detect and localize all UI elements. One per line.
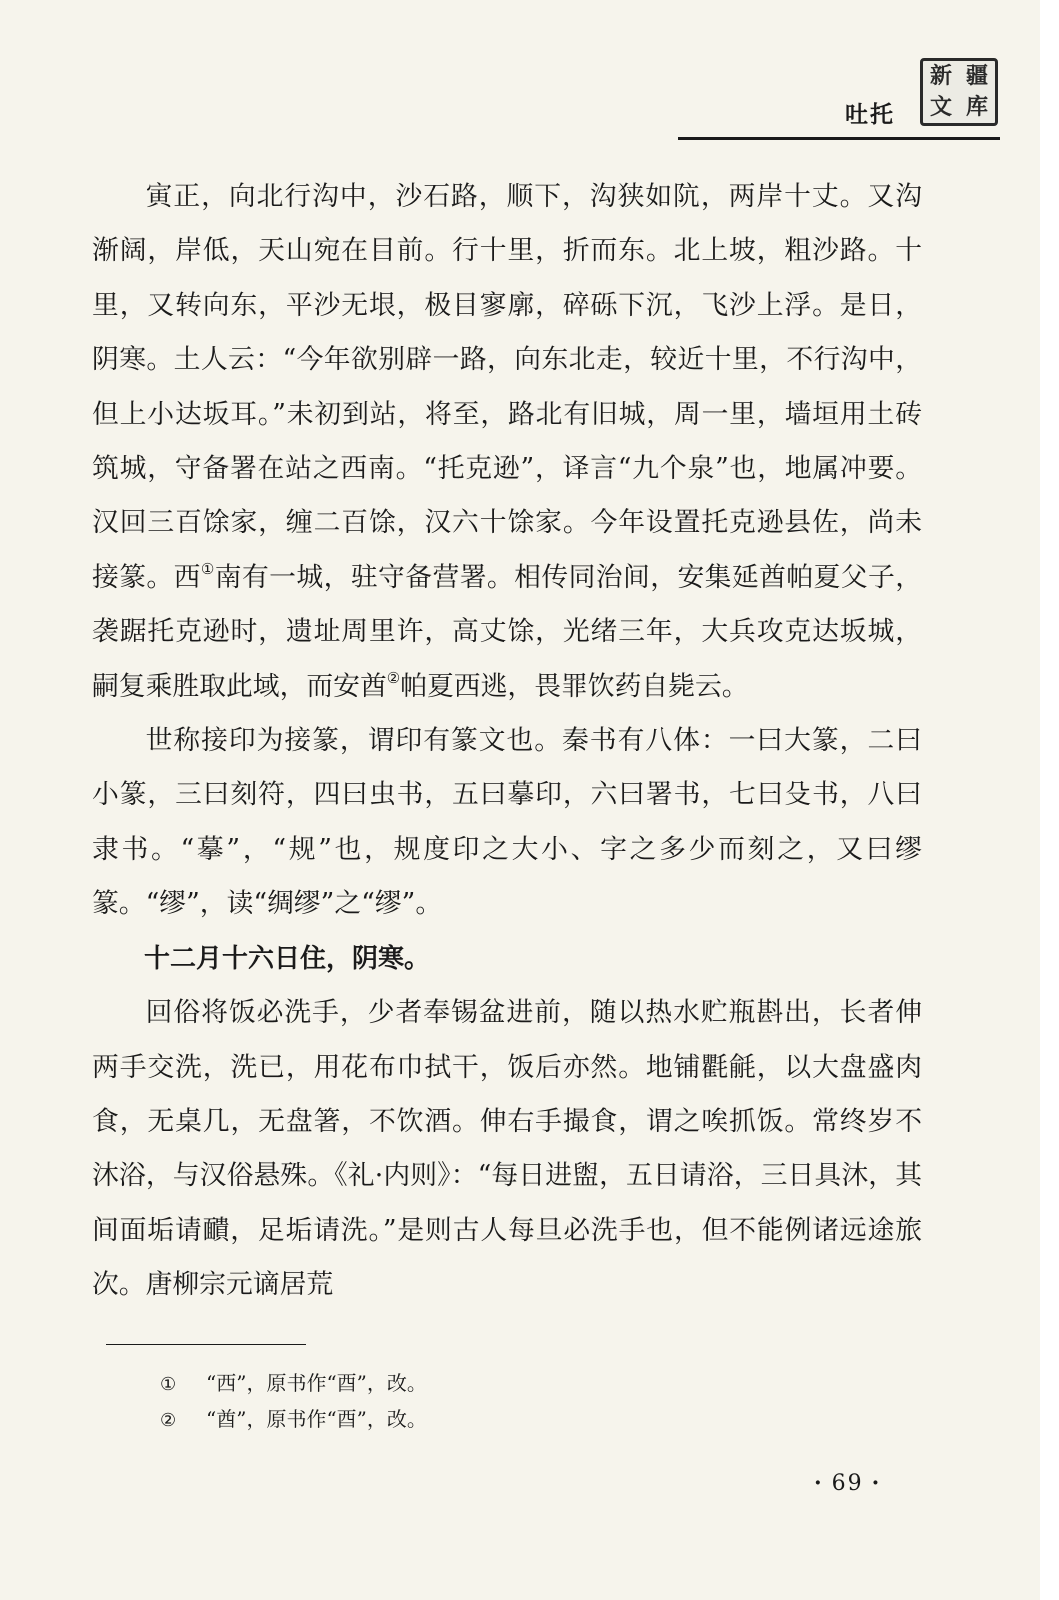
text-run: 寅正，向北行沟中，沙石路，顺下，沟狭如阬，两岸十丈。又沟渐阔，岸低，天山宛在目前。行十里，折而东。北上坡，粗沙路。十里，又转向东，平沙无垠，极目寥廓，碎砾下沉，飞沙上浮。是日，阴寒。土人云：“今年欲别辟一路，向东北走，较近十里，不行沟中，但上小达坂耳。”未初到站，将至，路北有旧城，周一里，墙垣用土砖筑城，守备署在站之西南。“托克逊”，译言“九个泉”也，地属冲要。汉回三百馀家，缠二百馀，汉六十馀家。今年设置托克逊县佐，尚未接篆。西 [92, 181, 922, 593]
seal-char: 新 [929, 63, 952, 89]
footnote-ref[interactable]: ② [386, 668, 401, 687]
header-rule [678, 137, 1000, 140]
footnote-item [160, 1366, 427, 1402]
text-run: 十二月十六日住，阴寒。 [144, 943, 431, 974]
seal-char: 疆 [965, 63, 988, 89]
paragraph [92, 170, 922, 714]
footnote-text: “酋”，原书作“酉”，改。 [206, 1407, 427, 1431]
paragraph [92, 714, 922, 932]
date-heading [92, 932, 922, 986]
footnote-rule [106, 1344, 306, 1345]
body-text [92, 170, 922, 1313]
seal-char: 文 [929, 94, 952, 120]
page-number-value: 69 [831, 1471, 864, 1496]
scan-margin [1040, 0, 1059, 1600]
seal-char: 库 [965, 94, 988, 120]
footnote-mark: ② [160, 1410, 177, 1431]
series-seal-logo [920, 58, 998, 126]
footnote-text: “西”，原书作“酉”，改。 [206, 1371, 427, 1395]
text-run: 世称接印为接篆，谓印有篆文也。秦书有八体：一曰大篆，二曰小篆，三曰刻符，四曰虫书，五曰摹印，六曰署书，七曰殳书，八曰隶书。“摹”，“规”也，规度印之大小、字之多少而刻之，又曰缪篆。“缪”，读“绸缪”之“缪”。 [92, 725, 922, 920]
footnote-mark: ① [160, 1374, 177, 1395]
text-run: 南有一城，驻守备营署。相传同治间，安集延酋帕夏父子，袭踞托克逊时，遗址周里许，高丈馀，光绪三年，大兵攻克达坂城，嗣复乘胜取此域，而安酋 [92, 561, 923, 702]
running-header-title: 吐托 [845, 102, 895, 128]
text-run: 回俗将饭必洗手，少者奉锡盆进前，随以热水贮瓶斟出，长者伸两手交洗，洗已，用花布巾拭干，饭后亦然。地铺氍毹，以大盘盛肉食，无桌几，无盘箸，不饮酒。伸右手撮食，谓之唉抓饭。常终岁不沐浴，与汉俗悬殊。《礼·内则》：“每日进盥，五日请浴，三日具沐，其间面垢请靧，足垢请洗。”是则古人每旦必洗手也，但不能例诸远途旅次。唐柳宗元谪居荒 [92, 997, 922, 1301]
text-run: 帕夏西逃，畏罪饮药自毙云。 [400, 670, 749, 702]
footnotes [160, 1366, 427, 1438]
footnote-item [160, 1402, 427, 1438]
page-number: · 69 · [814, 1470, 882, 1496]
paragraph [92, 986, 922, 1312]
footnote-ref[interactable]: ① [200, 559, 215, 578]
